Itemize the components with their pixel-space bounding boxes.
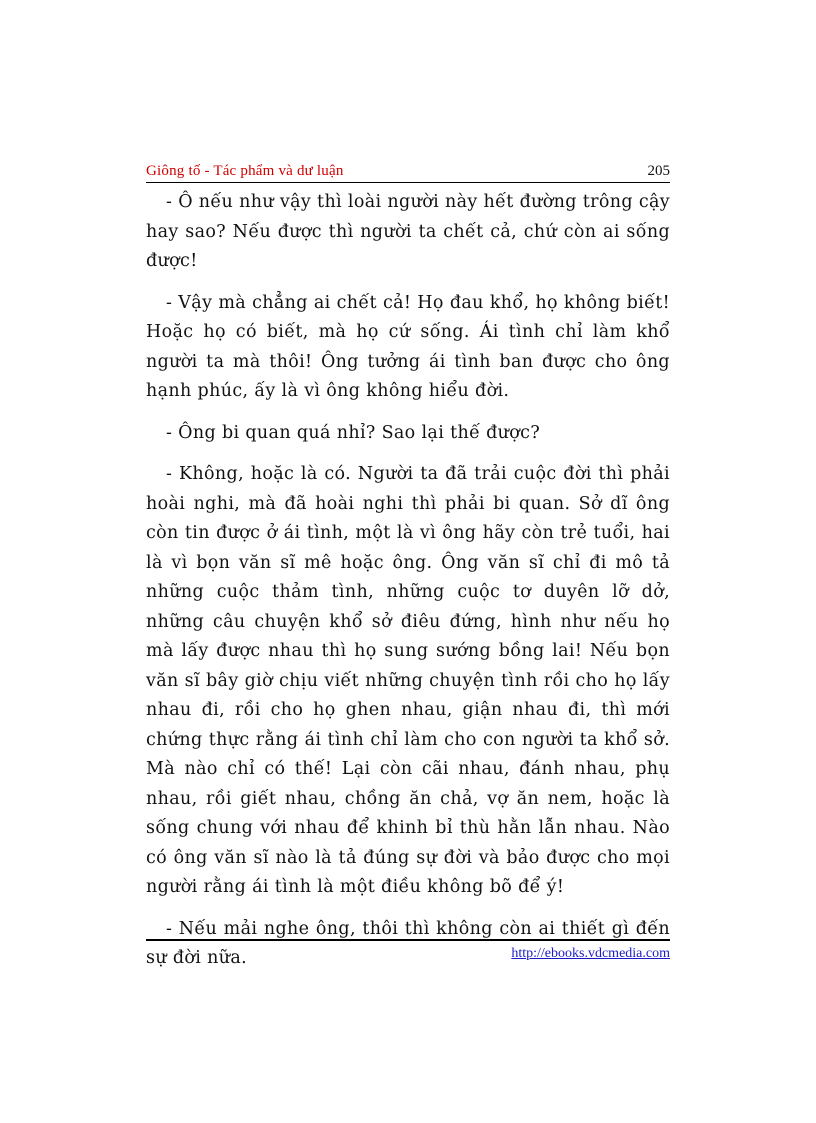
footer-divider (146, 939, 670, 941)
paragraph: - Không, hoặc là có. Người ta đã trải cuộc đời thì phải hoài nghi, mà đã hoài nghi thì phải bi quan. Sở dĩ ông còn tin được ở ái tình, một là vì ông hãy còn trẻ tuổi, hai là vì bọn văn sĩ mê hoặc ông. Ông văn sĩ chỉ đi mô tả những cuộc thảm tình, những cuộc tơ duyên lỡ dở, những câu chuyện khổ sở điêu đứng, hình như nếu họ mà lấy được nhau thì họ sung sướng bồng lai! Nếu bọn văn sĩ bây giờ chịu viết những chuyện tình rồi cho họ lấy nhau đi, rồi cho họ ghen nhau, giận nhau đi, thì mới chứng thực rằng ái tình chỉ làm cho con người ta khổ sở. Mà nào chỉ có thế! Lại còn cãi nhau, đánh nhau, phụ nhau, rồi giết nhau, chồng ăn chả, vợ ăn nem, hoặc là sống chung với nhau để khinh bỉ thù hằn lẫn nhau. Nào có ông văn sĩ nào là tả đúng sự đời và bảo được cho mọi người rằng ái tình là một điều không bõ để ý! (146, 464, 670, 897)
paragraph: - Ông bi quan quá nhỉ? Sao lại thế được? (166, 422, 541, 443)
paragraph: - Vậy mà chẳng ai chết cả! Họ đau khổ, họ không biết! Hoặc họ có biết, mà họ cứ sống. Ái tình chỉ làm khổ người ta mà thôi! Ông tưởng ái tình ban được cho ông hạnh phúc, ấy là vì ông không hiểu đời. (146, 292, 670, 401)
paragraph: - Ô nếu như vậy thì loài người này hết đường trông cậy hay sao? Nếu được thì người ta chết cả, chứ còn ai sống được! (146, 192, 670, 271)
page-number: 205 (647, 163, 670, 179)
body-text (146, 188, 670, 986)
paragraph: - Nếu mải nghe ông, thôi thì không còn ai thiết gì đến sự đời nữa. (146, 918, 670, 968)
page-header (146, 162, 670, 183)
running-title: Giông tố - Tác phẩm và dư luận (146, 163, 344, 179)
footer-link[interactable]: http://ebooks.vdcmedia.com (511, 946, 670, 961)
